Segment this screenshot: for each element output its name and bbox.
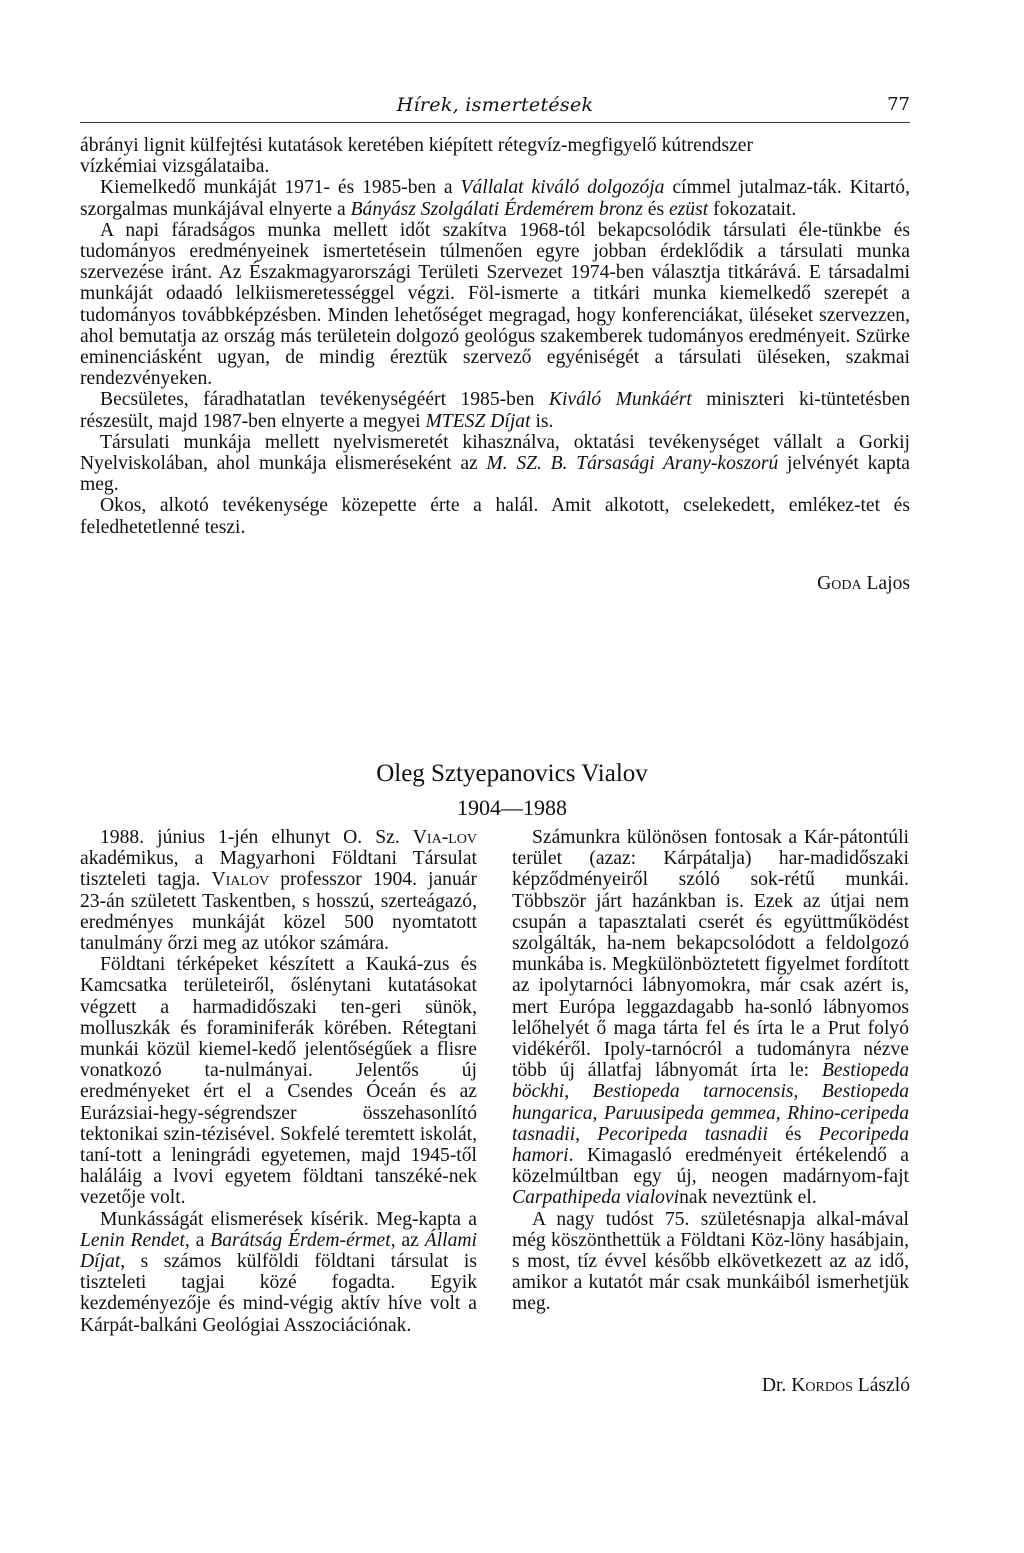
award-title: Vállalat kiváló dolgozója — [460, 177, 665, 199]
award-title: Barátság Érdem-érmet — [210, 1229, 391, 1251]
author-given-name: László — [857, 1375, 910, 1396]
text-run: , a — [184, 1229, 211, 1251]
species-name: Carpathipeda vialovi — [512, 1187, 680, 1209]
text-run: Munkásságát elismerések kísérik. Meg-kapta a — [100, 1208, 477, 1230]
author-surname: Goda — [817, 573, 862, 594]
text-run: Kiemelkedő munkáját 1971- és 1985-ben a — [100, 177, 461, 199]
right-column — [512, 827, 909, 1315]
person-name: Via-lov — [412, 827, 477, 848]
left-paragraph-3 — [80, 1209, 477, 1336]
award-title: Bányász Szolgálati Érdemérem bronz — [350, 198, 643, 220]
award-grade: ezüst — [668, 198, 709, 220]
text-run: miniszteri ki-tüntetésben részesült, majd 1987-ben elnyerte a megyei — [80, 389, 910, 432]
text-run: és — [767, 1123, 819, 1145]
page-number: 77 — [887, 94, 910, 115]
left-paragraph-2: Földtani térképeket készített a Kauká-zus és Kamcsatka területeiről, őslénytani kutatásokat végzett a harmadidőszaki ten-geri sünök, molluszkák és foraminiferák körében. Rétegtani munkái közül kiemel-kedő jelentőségűek a flisre vonatkozó ta-nulmányai. Jelentős új eredményeket ért el a Csendes Óceán és az Eurázsiai-hegy-ségrendszer összehasonlító tektonikai szin-tézisével. Sokfelé teremtett iskolát, taní-tott a leningrádi egyetemen, majd 1945-től haláláig a lvovi egyetem földtani tanszéké-nek vezetője volt. — [80, 954, 477, 1209]
right-paragraph-1 — [512, 827, 909, 1209]
paragraph-3: A napi fáradságos munka mellett időt szakítva 1968-tól bekapcsolódik társulati éle-tünkbe és tudományos eredményeinek ismertetésein túlmenően egyre jobban érdeklődik a társulati munka szervezése iránt. Az Északmagyarországi Területi Szervezet 1974-ben választja titkárává. E társadalmi munkáját odaadó lelkiismeretességgel végzi. Föl-ismerte a titkári munka kiemelkedő szerepét a tudományos továbbképzésben. Minden lehetőséget megragad, hogy konferenciákat, üléseket szervezzen, ahol bemutatja az ország más területein dolgozó geológus szakemberek tudományos eredményeit. Szürke eminenciásként ugyan, de mindig éreztük szervező egyéniségét a társulati üléseken, szakmai rendezvényeken. — [80, 219, 910, 390]
author-surname: Kordos — [791, 1375, 853, 1396]
award-title: MTESZ Díjat — [425, 410, 531, 432]
text-run: és — [642, 198, 669, 220]
person-name: Vialov — [211, 869, 270, 891]
paragraph-1-line-2: vízkémiai vizsgálataiba. — [80, 156, 270, 178]
running-title: Hírek, ismertetések — [396, 94, 594, 116]
text-run: címmel jutalmaz-ták. Kitartó, szorgalmas munkájával elnyerte a — [80, 177, 910, 220]
text-run: . Kimagasló eredményeit értékelendő a közelmúltban egy új, neogen madárnyom-fajt — [512, 1145, 909, 1188]
left-paragraph-1 — [80, 827, 477, 954]
paragraph-1 — [80, 135, 910, 177]
text-run: , s számos külföldi földtani társulat is tiszteleti tagjai közé fogadta. Egyik kezdeményezője és mind-végig aktív híve volt a Kárpát-balkáni Geológiai Asszociációnak. — [80, 1251, 477, 1336]
obituary-title: Oleg Sztyepanovics Vialov — [376, 760, 648, 787]
species-name: Pecoripeda hamori — [512, 1123, 909, 1167]
award-title: Lenin Rendet — [80, 1229, 185, 1251]
text-run: Becsületes, fáradhatatlan tevékenységéért 1985-ben — [100, 389, 549, 411]
author-given-name: Lajos — [866, 573, 910, 594]
author-signature-goda — [817, 573, 910, 595]
text-run: 1988. június 1-jén elhunyt O. Sz. — [100, 827, 413, 848]
text-run: jelvényét kapta meg. — [80, 453, 910, 496]
paragraph-2 — [80, 177, 910, 219]
text-run: professzor 1904. január 23-án született Taskentben, s hosszú, szerteágazó, eredményes munkáját közel 500 nyomtatott tanulmány őrzi meg az utókor számára. — [80, 869, 477, 955]
text-run: fokozatait. — [708, 198, 797, 220]
award-title: Kiváló Munkáért — [548, 389, 692, 411]
paragraph-6: Okos, alkotó tevékenysége közepette érte a halál. Amit alkotott, cselekedett, emlékez-tet és feledhetetlenné teszi. — [80, 495, 910, 538]
obituary-years: 1904—1988 — [457, 795, 567, 820]
paragraph-5 — [80, 432, 910, 496]
author-signature-kordos — [762, 1375, 910, 1397]
right-paragraph-2: A nagy tudóst 75. születésnapja alkal-mával még köszönthettük a Földtani Köz-löny hasábjain, s most, tíz évvel később elkövetkezett az az idő, amikor a kutatót már csak munkáiból ismerhetjük meg. — [512, 1208, 909, 1315]
text-run: , az — [390, 1229, 425, 1251]
author-title: Dr. — [761, 1375, 787, 1396]
left-column — [80, 827, 477, 1336]
award-title: M. SZ. B. Társasági Arany-koszorú — [486, 453, 779, 475]
paragraph-1-line-1: ábrányi lignit külfejtési kutatások keretében kiépített rétegvíz-megfigyelő kútrendszer — [80, 135, 754, 156]
text-run: Számunkra különösen fontosak a Kár-pátontúli terület (azaz: Kárpátalja) har-madidőszaki képződményeiről szóló sok-rétű munkái. Többször járt hazánkban is. Ezek az útjai nem csupán a tapasztalati cserét és együttműködést szolgálták, ha-nem bekapcsolódott a feldolgozó munkába is. Megkülönböztetett figyelmet fordított az ipolytarnóci lábnyomokra, már csak azért is, mert Európa leggazdagabb ha-sonló lábnyomos lelőhelyét ő maga tárta fel és írta le a Prut folyó vidékéről. Ipoly-tarnócról a tudományra nézve több új állatfaj lábnyomát írta le: — [512, 827, 909, 1082]
award-title: Állami Díjat — [80, 1229, 477, 1273]
article-goda — [80, 135, 910, 538]
page-header — [80, 92, 910, 123]
paragraph-4 — [80, 389, 910, 431]
text-run: akadémikus, a Magyarhoni Földtani Társulat tiszteleti tagja. — [80, 848, 477, 891]
text-run: is. — [530, 410, 554, 432]
species-names: Bestiopeda böckhi, Bestiopeda tarnocensis, Bestiopeda hungarica, Paruusipeda gemmea, Rhino-ceripeda tasnadii, Pecoripeda tasnadii — [512, 1060, 909, 1145]
text-run: nak neveztünk el. — [679, 1187, 817, 1209]
text-run: Társulati munkája mellett nyelvismeretét kihasználva, oktatási tevékenységet vállalt a Gorkij Nyelviskolában, ahol munkája elismeréseként az — [80, 431, 910, 475]
